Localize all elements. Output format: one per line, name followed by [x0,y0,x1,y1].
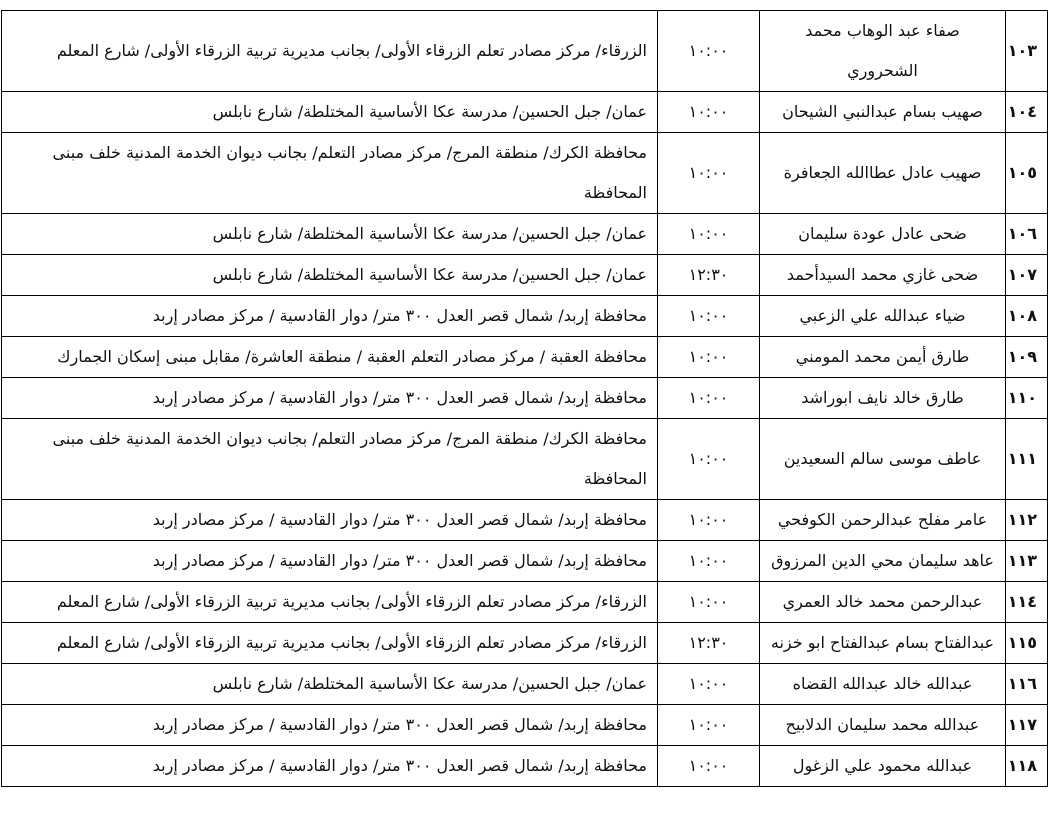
candidate-name: عامر مفلح عبدالرحمن الكوفحي [760,500,1006,541]
exam-location: محافظة الكرك/ منطقة المرج/ مركز مصادر التعلم/ بجانب ديوان الخدمة المدنية خلف مبنى المحافظة [2,133,658,214]
exam-location: محافظة إربد/ شمال قصر العدل ٣٠٠ متر/ دوار القادسية / مركز مصادر إربد [2,746,658,787]
table-row [2,11,1048,92]
table-row [2,378,1048,419]
candidate-name: ضياء عبدالله علي الزعبي [760,296,1006,337]
table-row [2,133,1048,214]
candidate-name: عبدالفتاح بسام عبدالفتاح ابو خزنه [760,623,1006,664]
table-row [2,541,1048,582]
exam-time: ١٠:٠٠ [658,214,760,255]
exam-location: الزرقاء/ مركز مصادر تعلم الزرقاء الأولى/ بجانب مديرية تربية الزرقاء الأولى/ شارع المعلم [2,582,658,623]
exam-location: محافظة الكرك/ منطقة المرج/ مركز مصادر التعلم/ بجانب ديوان الخدمة المدنية خلف مبنى المحافظة [2,419,658,500]
row-number: ١٠٥ [1006,133,1048,214]
table-row [2,337,1048,378]
candidate-name: صهيب عادل عطاالله الجعافرة [760,133,1006,214]
row-number: ١١٠ [1006,378,1048,419]
candidate-name: عبدالله محمود علي الزغول [760,746,1006,787]
exam-time: ١٠:٠٠ [658,582,760,623]
table-row [2,296,1048,337]
exam-time: ١٠:٠٠ [658,378,760,419]
candidate-name: ضحى عادل عودة سليمان [760,214,1006,255]
row-number: ١١٣ [1006,541,1048,582]
exam-time: ١٠:٠٠ [658,92,760,133]
candidate-name: عبدالرحمن محمد خالد العمري [760,582,1006,623]
exam-time: ١٠:٠٠ [658,705,760,746]
exam-time: ١٠:٠٠ [658,337,760,378]
candidate-name: صهيب بسام عبدالنبي الشيحان [760,92,1006,133]
exam-location: محافظة العقبة / مركز مصادر التعلم العقبة / منطقة العاشرة/ مقابل مبنى إسكان الجمارك [2,337,658,378]
exam-time: ١٠:٠٠ [658,133,760,214]
candidate-name: عاطف موسى سالم السعيدين [760,419,1006,500]
exam-time: ١٢:٣٠ [658,255,760,296]
exam-location: الزرقاء/ مركز مصادر تعلم الزرقاء الأولى/ بجانب مديرية تربية الزرقاء الأولى/ شارع المعلم [2,623,658,664]
row-number: ١٠٩ [1006,337,1048,378]
table-row [2,419,1048,500]
exam-location: محافظة إربد/ شمال قصر العدل ٣٠٠ متر/ دوار القادسية / مركز مصادر إربد [2,500,658,541]
exam-time: ١٠:٠٠ [658,296,760,337]
exam-location: محافظة إربد/ شمال قصر العدل ٣٠٠ متر/ دوار القادسية / مركز مصادر إربد [2,541,658,582]
row-number: ١١١ [1006,419,1048,500]
candidate-name: عبدالله خالد عبدالله القضاه [760,664,1006,705]
exam-location: عمان/ جبل الحسين/ مدرسة عكا الأساسية المختلطة/ شارع نابلس [2,92,658,133]
row-number: ١١٨ [1006,746,1048,787]
exam-location: محافظة إربد/ شمال قصر العدل ٣٠٠ متر/ دوار القادسية / مركز مصادر إربد [2,705,658,746]
exam-time: ١٠:٠٠ [658,419,760,500]
candidate-name: عاهد سليمان محي الدين المرزوق [760,541,1006,582]
table-row [2,92,1048,133]
table-row [2,623,1048,664]
table-row [2,582,1048,623]
row-number: ١١٢ [1006,500,1048,541]
exam-schedule-table [1,10,1048,787]
row-number: ١٠٦ [1006,214,1048,255]
exam-time: ١٠:٠٠ [658,500,760,541]
table-row [2,705,1048,746]
candidate-name: طارق أيمن محمد المومني [760,337,1006,378]
exam-location: محافظة إربد/ شمال قصر العدل ٣٠٠ متر/ دوار القادسية / مركز مصادر إربد [2,296,658,337]
table-row [2,664,1048,705]
exam-time: ١٠:٠٠ [658,541,760,582]
exam-time: ١٠:٠٠ [658,746,760,787]
row-number: ١٠٨ [1006,296,1048,337]
exam-location: عمان/ جبل الحسين/ مدرسة عكا الأساسية المختلطة/ شارع نابلس [2,664,658,705]
row-number: ١٠٧ [1006,255,1048,296]
row-number: ١١٥ [1006,623,1048,664]
row-number: ١١٤ [1006,582,1048,623]
exam-location: عمان/ جبل الحسين/ مدرسة عكا الأساسية المختلطة/ شارع نابلس [2,255,658,296]
candidate-name: عبدالله محمد سليمان الدلابيح [760,705,1006,746]
exam-location: محافظة إربد/ شمال قصر العدل ٣٠٠ متر/ دوار القادسية / مركز مصادر إربد [2,378,658,419]
candidate-name: ضحى غازي محمد السيدأحمد [760,255,1006,296]
table-row [2,500,1048,541]
row-number: ١٠٣ [1006,11,1048,92]
row-number: ١١٧ [1006,705,1048,746]
table-row [2,255,1048,296]
candidate-name: طارق خالد نايف ابوراشد [760,378,1006,419]
exam-time: ١٢:٣٠ [658,623,760,664]
exam-time: ١٠:٠٠ [658,664,760,705]
exam-location: الزرقاء/ مركز مصادر تعلم الزرقاء الأولى/ بجانب مديرية تربية الزرقاء الأولى/ شارع المعلم [2,11,658,92]
row-number: ١٠٤ [1006,92,1048,133]
table-row [2,214,1048,255]
row-number: ١١٦ [1006,664,1048,705]
candidate-name: صفاء عبد الوهاب محمد الشحروري [760,11,1006,92]
exam-location: عمان/ جبل الحسين/ مدرسة عكا الأساسية المختلطة/ شارع نابلس [2,214,658,255]
exam-time: ١٠:٠٠ [658,11,760,92]
table-row [2,746,1048,787]
